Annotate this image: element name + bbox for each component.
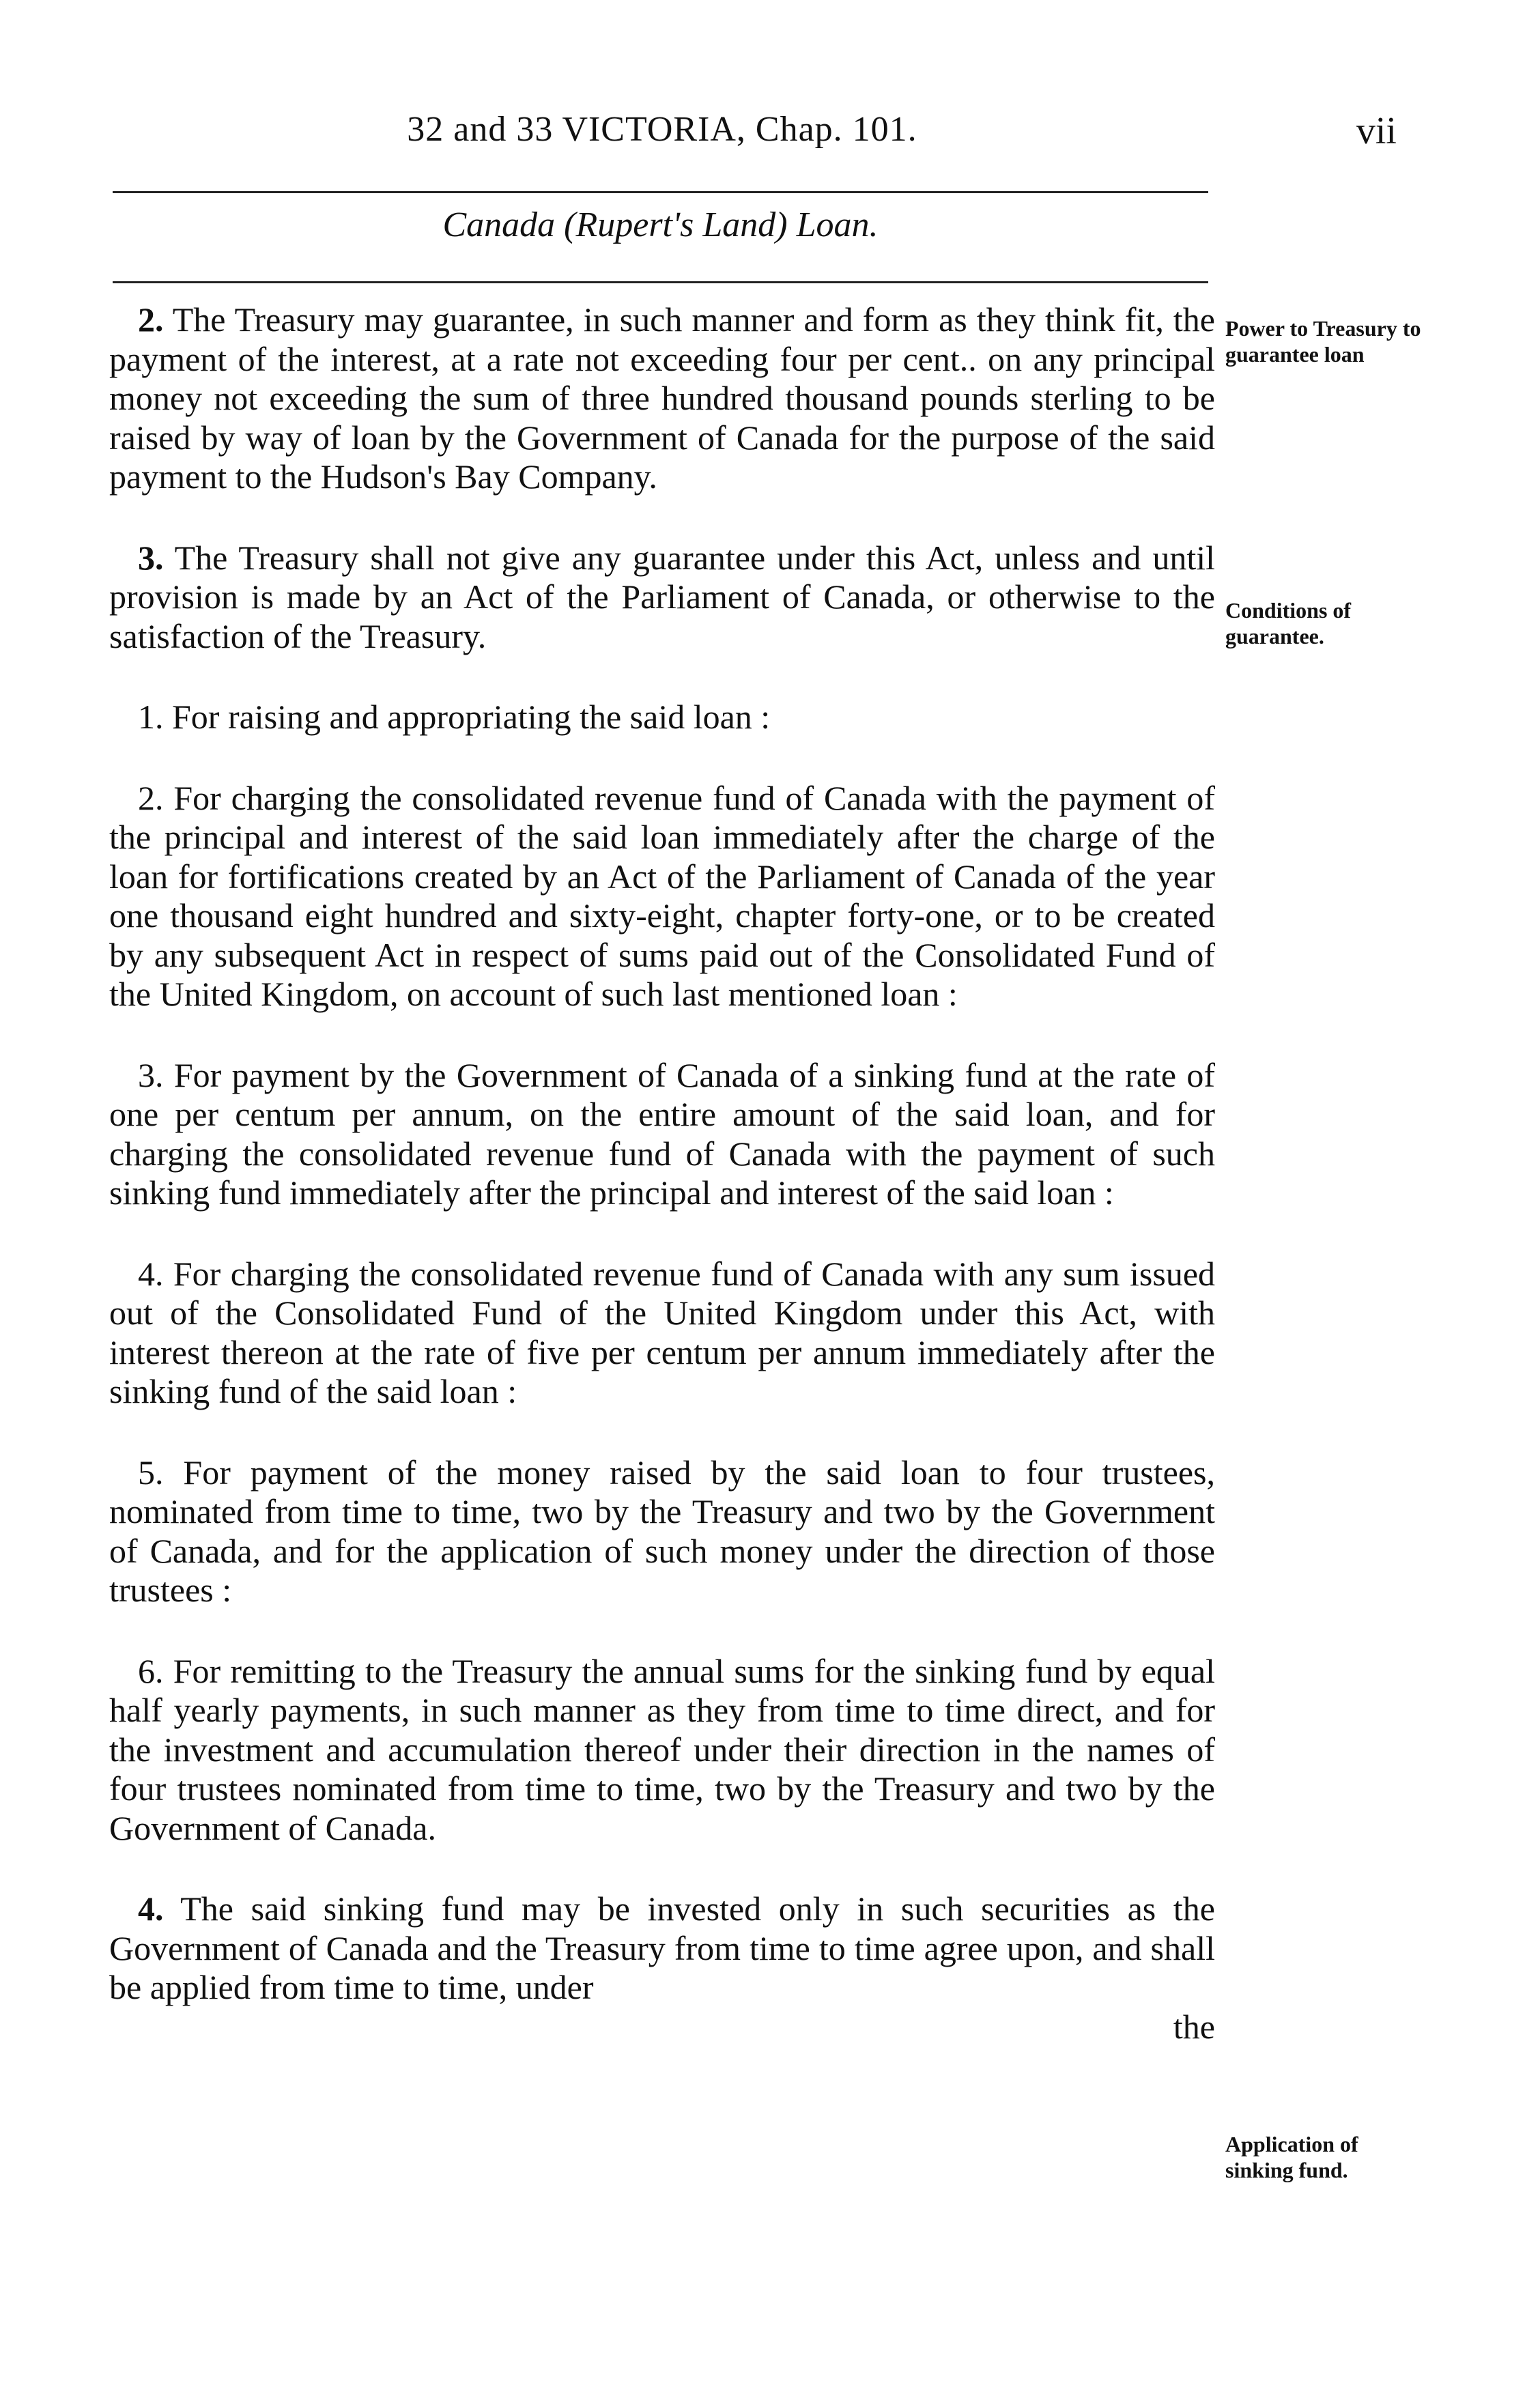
margin-note-power-to-treasury: Power to Treasury to guarantee loan [1225, 316, 1421, 367]
margin-note-application-of-sinking-fund: Application of sinking fund. [1225, 2132, 1358, 2182]
section-number: 2. [138, 300, 164, 339]
running-title: 32 and 33 VICTORIA, Chap. 101. [407, 110, 917, 149]
section-number: 4. [138, 1889, 164, 1928]
catchword: the [1173, 2007, 1215, 2046]
paragraph-text: For payment of the money raised by the said loan to four trustees, nominated from time to time, two by the Treasury and two by the Government of Canada, and for the application of such money under the direction of those trustees : [109, 1453, 1216, 1609]
provision-paragraph [109, 1652, 1215, 1849]
paragraph-text: The Treasury shall not give any guarantee under this Act, unless and until provision is made by an Act of the Parliament of Canada, or otherwise to the satisfaction of the Treasury. [109, 538, 1215, 655]
section-number: 3. [138, 538, 164, 577]
section-paragraph [109, 1889, 1215, 2008]
provision-paragraph [109, 779, 1215, 1014]
page-number: vii [1356, 110, 1397, 152]
provision-paragraph [109, 1453, 1215, 1610]
header-rule-bottom [113, 281, 1208, 283]
section-subtitle: Canada (Rupert's Land) Loan. [442, 205, 879, 244]
body-text [109, 300, 1215, 2046]
paragraph-text: For raising and appropriating the said loan : [172, 698, 771, 736]
section-paragraph [109, 539, 1215, 657]
provision-paragraph [109, 1255, 1215, 1412]
provision-number: 3. [138, 1055, 164, 1094]
provision-paragraph [109, 1056, 1215, 1213]
paragraph-text: For charging the consolidated revenue fund of Canada with any sum issued out of the Consolidated Fund of the United Kingdom under this Act, with interest thereon at the rate of five per centum per annum immediately after the sinking fund of the said loan : [109, 1254, 1216, 1410]
header-rule-top [113, 191, 1208, 193]
provision-number: 2. [138, 778, 164, 817]
section-paragraph [109, 300, 1215, 497]
paragraph-text: The said sinking fund may be invested only in such securities as the Government of Canada and the Treasury from time to time agree upon, and shall be applied from time to time, under [109, 1889, 1215, 2006]
provision-number: 6. [138, 1651, 164, 1690]
paragraph-text: For remitting to the Treasury the annual sums for the sinking fund by equal half yearly payments, in such manner as they from time to time direct, and for the investment and accumulation thereof under their direction in the names of four trustees nominated from time to time, two by the Treasury and two by the Government of Canada. [109, 1651, 1215, 1847]
paragraph-text: For charging the consolidated revenue fund of Canada with the payment of the principal and interest of the said loan immediately after the charge of the loan for fortifications created by an Act of the Parliament of Canada of the year one thousand eight hundred and sixty-eight, chapter forty-one, or to be created by any subsequent Act in respect of sums paid out of the Consolidated Fund of the United Kingdom, on account of such last mentioned loan : [109, 778, 1216, 1013]
provision-paragraph [109, 698, 1215, 737]
paragraph-text: For payment by the Government of Canada of a sinking fund at the rate of one per centum per annum, on the entire amount of the said loan, and for charging the consolidated revenue fund of Canada with the payment of such sinking fund immediately after the principal and interest of the said loan : [109, 1055, 1215, 1212]
provision-number: 5. [138, 1453, 164, 1492]
margin-note-conditions-of-guarantee: Conditions of guarantee. [1225, 598, 1352, 648]
provision-number: 4. [138, 1254, 164, 1293]
paragraph-text: The Treasury may guarantee, in such manner and form as they think fit, the payment of the interest, at a rate not exceeding four per cent.. on any principal money not exceeding the sum of three hundred thousand pounds sterling to be raised by way of loan by the Government of Canada for the purpose of the said payment to the Hudson's Bay Company. [109, 300, 1215, 496]
provision-number: 1. [138, 698, 164, 736]
